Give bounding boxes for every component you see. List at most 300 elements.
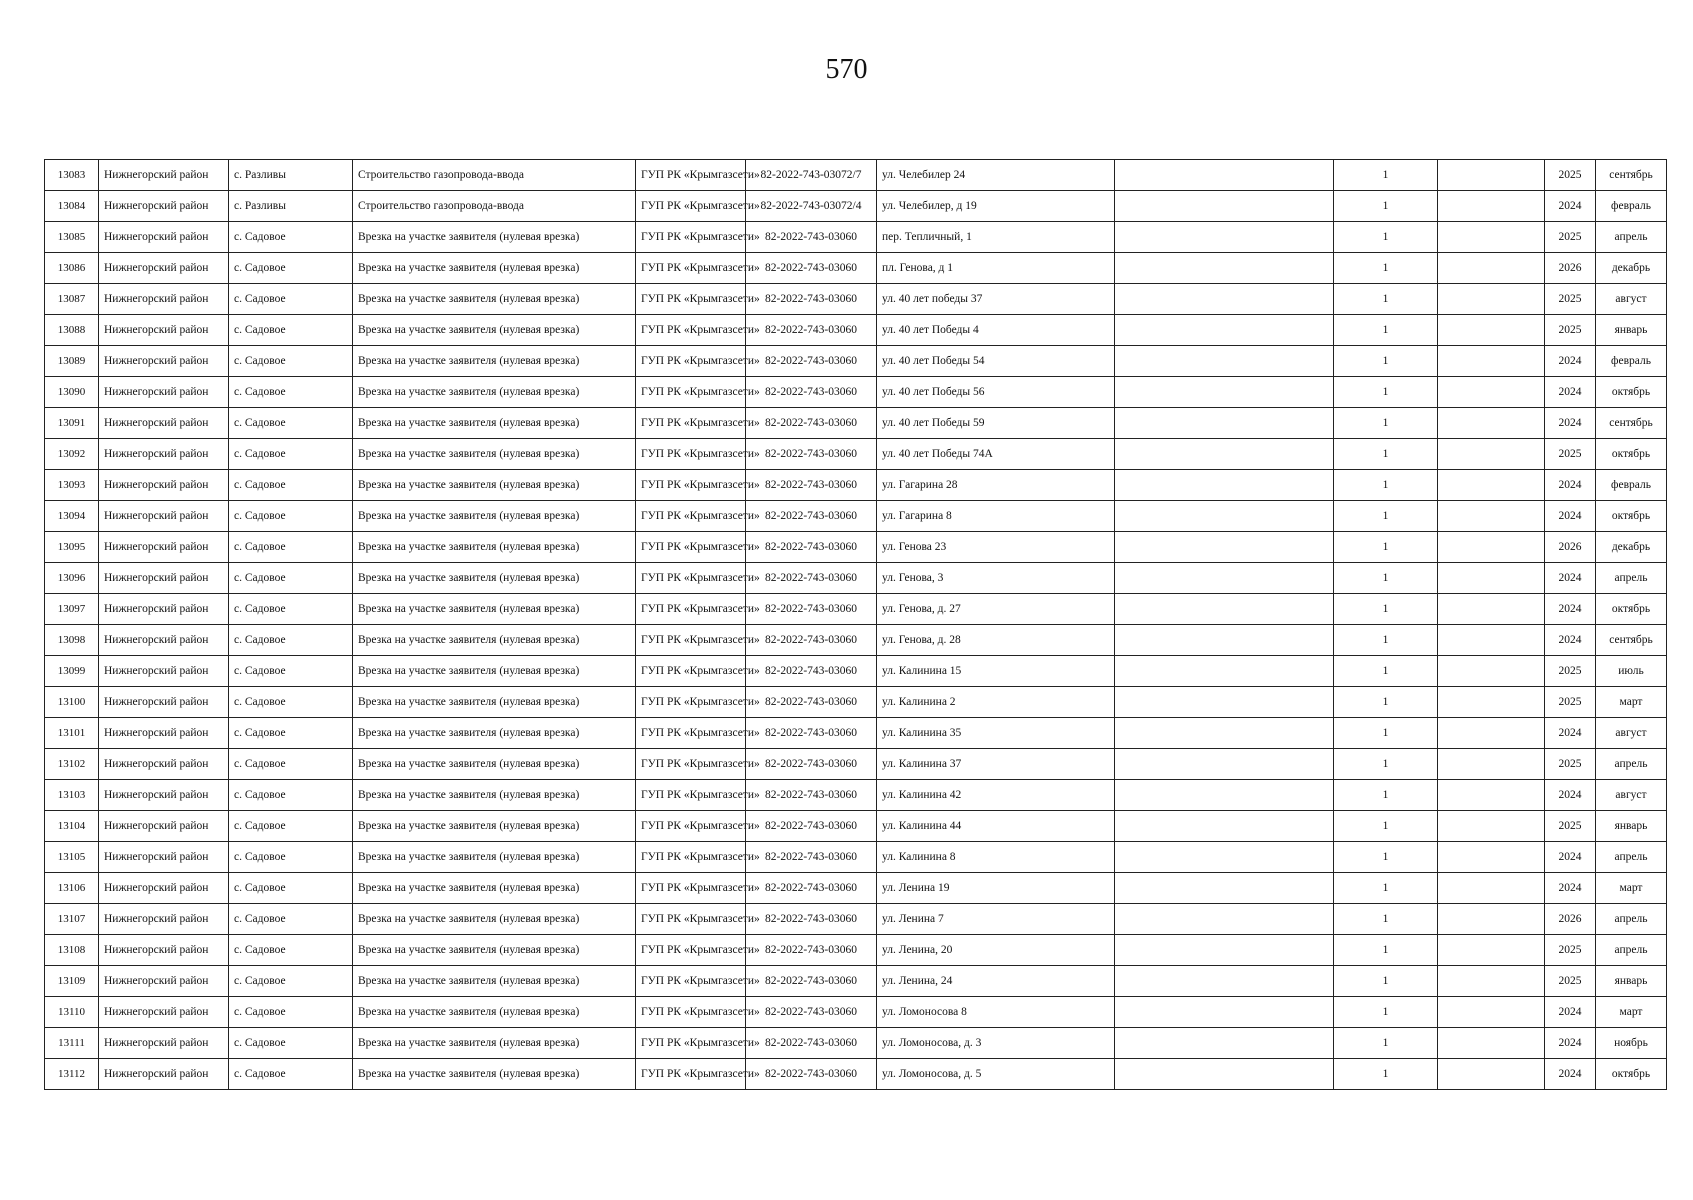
quantity-cell: 1 — [1334, 284, 1438, 315]
table-row — [45, 160, 1667, 191]
program-code-cell: 82-2022-743-03060 — [746, 594, 877, 625]
empty-cell — [1438, 656, 1545, 687]
address-cell: ул. 40 лет победы 37 — [877, 284, 1115, 315]
settlement-cell: с. Садовое — [229, 253, 353, 284]
month-cell: август — [1596, 718, 1667, 749]
empty-cell — [1115, 222, 1334, 253]
empty-cell — [1438, 501, 1545, 532]
year-cell: 2024 — [1545, 377, 1596, 408]
row-number-cell: 13083 — [45, 160, 99, 191]
empty-cell — [1438, 346, 1545, 377]
empty-cell — [1438, 718, 1545, 749]
row-number-cell: 13093 — [45, 470, 99, 501]
organization-cell: ГУП РК «Крымгазсети» — [636, 253, 746, 284]
month-cell: август — [1596, 780, 1667, 811]
settlement-cell: с. Садовое — [229, 284, 353, 315]
month-cell: февраль — [1596, 346, 1667, 377]
district-cell: Нижнегорский район — [99, 625, 229, 656]
work-type-cell: Строительство газопровода-ввода — [353, 160, 636, 191]
empty-cell — [1438, 563, 1545, 594]
table-row — [45, 718, 1667, 749]
work-type-cell: Строительство газопровода-ввода — [353, 191, 636, 222]
row-number-cell: 13102 — [45, 749, 99, 780]
settlement-cell: с. Садовое — [229, 749, 353, 780]
address-cell: ул. 40 лет Победы 74А — [877, 439, 1115, 470]
empty-cell — [1438, 470, 1545, 501]
table-row — [45, 191, 1667, 222]
empty-cell — [1438, 873, 1545, 904]
quantity-cell: 1 — [1334, 222, 1438, 253]
program-code-cell: 82-2022-743-03060 — [746, 501, 877, 532]
address-cell: пер. Тепличный, 1 — [877, 222, 1115, 253]
address-cell: ул. Генова, д. 27 — [877, 594, 1115, 625]
district-cell: Нижнегорский район — [99, 315, 229, 346]
row-number-cell: 13090 — [45, 377, 99, 408]
row-number-cell: 13110 — [45, 997, 99, 1028]
settlement-cell: с. Садовое — [229, 1028, 353, 1059]
empty-cell — [1115, 842, 1334, 873]
quantity-cell: 1 — [1334, 780, 1438, 811]
empty-cell — [1438, 439, 1545, 470]
program-code-cell: 82-2022-743-03060 — [746, 780, 877, 811]
settlement-cell: с. Садовое — [229, 1059, 353, 1090]
year-cell: 2024 — [1545, 470, 1596, 501]
month-cell: апрель — [1596, 904, 1667, 935]
work-type-cell: Врезка на участке заявителя (нулевая врезка) — [353, 811, 636, 842]
work-type-cell: Врезка на участке заявителя (нулевая врезка) — [353, 501, 636, 532]
empty-cell — [1115, 594, 1334, 625]
work-type-cell: Врезка на участке заявителя (нулевая врезка) — [353, 904, 636, 935]
organization-cell: ГУП РК «Крымгазсети» — [636, 501, 746, 532]
district-cell: Нижнегорский район — [99, 966, 229, 997]
quantity-cell: 1 — [1334, 470, 1438, 501]
settlement-cell: с. Садовое — [229, 470, 353, 501]
organization-cell: ГУП РК «Крымгазсети» — [636, 284, 746, 315]
year-cell: 2024 — [1545, 718, 1596, 749]
empty-cell — [1115, 718, 1334, 749]
quantity-cell: 1 — [1334, 997, 1438, 1028]
month-cell: март — [1596, 687, 1667, 718]
address-cell: ул. Ленина, 20 — [877, 935, 1115, 966]
empty-cell — [1115, 873, 1334, 904]
quantity-cell: 1 — [1334, 625, 1438, 656]
quantity-cell: 1 — [1334, 377, 1438, 408]
month-cell: апрель — [1596, 842, 1667, 873]
district-cell: Нижнегорский район — [99, 687, 229, 718]
row-number-cell: 13104 — [45, 811, 99, 842]
row-number-cell: 13103 — [45, 780, 99, 811]
empty-cell — [1438, 1028, 1545, 1059]
program-code-cell: 82-2022-743-03072/4 — [746, 191, 877, 222]
empty-cell — [1115, 439, 1334, 470]
table-row — [45, 1059, 1667, 1090]
year-cell: 2024 — [1545, 1059, 1596, 1090]
empty-cell — [1115, 997, 1334, 1028]
month-cell: сентябрь — [1596, 625, 1667, 656]
table-row — [45, 470, 1667, 501]
year-cell: 2025 — [1545, 749, 1596, 780]
organization-cell: ГУП РК «Крымгазсети» — [636, 532, 746, 563]
empty-cell — [1115, 656, 1334, 687]
row-number-cell: 13084 — [45, 191, 99, 222]
page-number: 570 — [825, 54, 868, 85]
work-type-cell: Врезка на участке заявителя (нулевая врезка) — [353, 563, 636, 594]
table-row — [45, 842, 1667, 873]
row-number-cell: 13109 — [45, 966, 99, 997]
empty-cell — [1115, 532, 1334, 563]
district-cell: Нижнегорский район — [99, 1059, 229, 1090]
empty-cell — [1115, 1028, 1334, 1059]
quantity-cell: 1 — [1334, 501, 1438, 532]
table-row — [45, 811, 1667, 842]
work-type-cell: Врезка на участке заявителя (нулевая врезка) — [353, 253, 636, 284]
empty-cell — [1438, 780, 1545, 811]
table-row — [45, 780, 1667, 811]
program-code-cell: 82-2022-743-03060 — [746, 222, 877, 253]
district-cell: Нижнегорский район — [99, 935, 229, 966]
address-cell: ул. Генова, 3 — [877, 563, 1115, 594]
quantity-cell: 1 — [1334, 594, 1438, 625]
settlement-cell: с. Садовое — [229, 625, 353, 656]
address-cell: ул. Калинина 42 — [877, 780, 1115, 811]
work-type-cell: Врезка на участке заявителя (нулевая врезка) — [353, 718, 636, 749]
quantity-cell: 1 — [1334, 253, 1438, 284]
empty-cell — [1438, 904, 1545, 935]
program-code-cell: 82-2022-743-03060 — [746, 377, 877, 408]
year-cell: 2026 — [1545, 904, 1596, 935]
settlement-cell: с. Садовое — [229, 811, 353, 842]
work-type-cell: Врезка на участке заявителя (нулевая врезка) — [353, 377, 636, 408]
address-cell: ул. Калинина 37 — [877, 749, 1115, 780]
quantity-cell: 1 — [1334, 160, 1438, 191]
work-type-cell: Врезка на участке заявителя (нулевая врезка) — [353, 222, 636, 253]
empty-cell — [1438, 997, 1545, 1028]
work-type-cell: Врезка на участке заявителя (нулевая врезка) — [353, 625, 636, 656]
organization-cell: ГУП РК «Крымгазсети» — [636, 966, 746, 997]
settlement-cell: с. Садовое — [229, 935, 353, 966]
table-row — [45, 594, 1667, 625]
settlement-cell: с. Садовое — [229, 532, 353, 563]
empty-cell — [1115, 687, 1334, 718]
empty-cell — [1115, 191, 1334, 222]
address-cell: ул. 40 лет Победы 59 — [877, 408, 1115, 439]
settlement-cell: с. Садовое — [229, 873, 353, 904]
month-cell: октябрь — [1596, 1059, 1667, 1090]
program-code-cell: 82-2022-743-03060 — [746, 811, 877, 842]
table-row — [45, 904, 1667, 935]
year-cell: 2024 — [1545, 842, 1596, 873]
table-row — [45, 222, 1667, 253]
organization-cell: ГУП РК «Крымгазсети» — [636, 1028, 746, 1059]
year-cell: 2024 — [1545, 563, 1596, 594]
program-code-cell: 82-2022-743-03060 — [746, 315, 877, 346]
month-cell: апрель — [1596, 749, 1667, 780]
row-number-cell: 13089 — [45, 346, 99, 377]
quantity-cell: 1 — [1334, 811, 1438, 842]
program-code-cell: 82-2022-743-03060 — [746, 687, 877, 718]
organization-cell: ГУП РК «Крымгазсети» — [636, 439, 746, 470]
row-number-cell: 13088 — [45, 315, 99, 346]
program-code-cell: 82-2022-743-03060 — [746, 935, 877, 966]
district-cell: Нижнегорский район — [99, 284, 229, 315]
program-code-cell: 82-2022-743-03060 — [746, 718, 877, 749]
settlement-cell: с. Садовое — [229, 718, 353, 749]
table-row — [45, 935, 1667, 966]
work-type-cell: Врезка на участке заявителя (нулевая врезка) — [353, 687, 636, 718]
month-cell: сентябрь — [1596, 160, 1667, 191]
address-cell: ул. Ломоносова 8 — [877, 997, 1115, 1028]
settlement-cell: с. Разливы — [229, 160, 353, 191]
work-type-cell: Врезка на участке заявителя (нулевая врезка) — [353, 749, 636, 780]
empty-cell — [1438, 625, 1545, 656]
address-cell: ул. Гагарина 8 — [877, 501, 1115, 532]
year-cell: 2024 — [1545, 191, 1596, 222]
table-row — [45, 1028, 1667, 1059]
empty-cell — [1115, 749, 1334, 780]
organization-cell: ГУП РК «Крымгазсети» — [636, 780, 746, 811]
district-cell: Нижнегорский район — [99, 408, 229, 439]
empty-cell — [1115, 470, 1334, 501]
empty-cell — [1438, 408, 1545, 439]
settlement-cell: с. Садовое — [229, 594, 353, 625]
program-code-cell: 82-2022-743-03060 — [746, 749, 877, 780]
empty-cell — [1115, 780, 1334, 811]
month-cell: январь — [1596, 966, 1667, 997]
address-cell: ул. Калинина 44 — [877, 811, 1115, 842]
empty-cell — [1438, 191, 1545, 222]
address-cell: ул. Калинина 35 — [877, 718, 1115, 749]
empty-cell — [1438, 1059, 1545, 1090]
year-cell: 2025 — [1545, 160, 1596, 191]
quantity-cell: 1 — [1334, 408, 1438, 439]
quantity-cell: 1 — [1334, 532, 1438, 563]
quantity-cell: 1 — [1334, 346, 1438, 377]
year-cell: 2024 — [1545, 408, 1596, 439]
address-cell: ул. Ломоносова, д. 5 — [877, 1059, 1115, 1090]
row-number-cell: 13098 — [45, 625, 99, 656]
month-cell: январь — [1596, 811, 1667, 842]
quantity-cell: 1 — [1334, 904, 1438, 935]
program-code-cell: 82-2022-743-03072/7 — [746, 160, 877, 191]
month-cell: октябрь — [1596, 594, 1667, 625]
work-type-cell: Врезка на участке заявителя (нулевая врезка) — [353, 594, 636, 625]
month-cell: июль — [1596, 656, 1667, 687]
settlement-cell: с. Садовое — [229, 501, 353, 532]
district-cell: Нижнегорский район — [99, 718, 229, 749]
empty-cell — [1438, 315, 1545, 346]
row-number-cell: 13107 — [45, 904, 99, 935]
organization-cell: ГУП РК «Крымгазсети» — [636, 873, 746, 904]
row-number-cell: 13105 — [45, 842, 99, 873]
organization-cell: ГУП РК «Крымгазсети» — [636, 594, 746, 625]
empty-cell — [1438, 842, 1545, 873]
settlement-cell: с. Садовое — [229, 966, 353, 997]
year-cell: 2024 — [1545, 501, 1596, 532]
address-cell: ул. Ленина, 24 — [877, 966, 1115, 997]
district-cell: Нижнегорский район — [99, 377, 229, 408]
row-number-cell: 13085 — [45, 222, 99, 253]
district-cell: Нижнегорский район — [99, 780, 229, 811]
empty-cell — [1438, 687, 1545, 718]
quantity-cell: 1 — [1334, 563, 1438, 594]
district-cell: Нижнегорский район — [99, 842, 229, 873]
district-cell: Нижнегорский район — [99, 997, 229, 1028]
work-type-cell: Врезка на участке заявителя (нулевая врезка) — [353, 284, 636, 315]
registry-rows — [45, 160, 1667, 1090]
empty-cell — [1438, 222, 1545, 253]
district-cell: Нижнегорский район — [99, 346, 229, 377]
address-cell: ул. Ломоносова, д. 3 — [877, 1028, 1115, 1059]
empty-cell — [1115, 935, 1334, 966]
year-cell: 2024 — [1545, 873, 1596, 904]
quantity-cell: 1 — [1334, 935, 1438, 966]
year-cell: 2024 — [1545, 997, 1596, 1028]
row-number-cell: 13097 — [45, 594, 99, 625]
table-row — [45, 966, 1667, 997]
settlement-cell: с. Садовое — [229, 315, 353, 346]
district-cell: Нижнегорский район — [99, 594, 229, 625]
district-cell: Нижнегорский район — [99, 222, 229, 253]
district-cell: Нижнегорский район — [99, 470, 229, 501]
empty-cell — [1438, 749, 1545, 780]
settlement-cell: с. Садовое — [229, 563, 353, 594]
program-code-cell: 82-2022-743-03060 — [746, 997, 877, 1028]
year-cell: 2025 — [1545, 222, 1596, 253]
organization-cell: ГУП РК «Крымгазсети» — [636, 1059, 746, 1090]
row-number-cell: 13101 — [45, 718, 99, 749]
district-cell: Нижнегорский район — [99, 904, 229, 935]
empty-cell — [1438, 253, 1545, 284]
row-number-cell: 13112 — [45, 1059, 99, 1090]
month-cell: август — [1596, 284, 1667, 315]
year-cell: 2024 — [1545, 1028, 1596, 1059]
empty-cell — [1115, 160, 1334, 191]
year-cell: 2026 — [1545, 532, 1596, 563]
settlement-cell: с. Садовое — [229, 408, 353, 439]
quantity-cell: 1 — [1334, 1028, 1438, 1059]
district-cell: Нижнегорский район — [99, 563, 229, 594]
table-row — [45, 408, 1667, 439]
organization-cell: ГУП РК «Крымгазсети» — [636, 222, 746, 253]
table-row — [45, 501, 1667, 532]
month-cell: апрель — [1596, 563, 1667, 594]
program-code-cell: 82-2022-743-03060 — [746, 842, 877, 873]
table-row — [45, 749, 1667, 780]
month-cell: март — [1596, 873, 1667, 904]
empty-cell — [1115, 346, 1334, 377]
empty-cell — [1115, 563, 1334, 594]
registry-table — [44, 159, 1667, 1090]
work-type-cell: Врезка на участке заявителя (нулевая врезка) — [353, 966, 636, 997]
table-row — [45, 532, 1667, 563]
empty-cell — [1438, 532, 1545, 563]
work-type-cell: Врезка на участке заявителя (нулевая врезка) — [353, 780, 636, 811]
address-cell: ул. Ленина 7 — [877, 904, 1115, 935]
year-cell: 2025 — [1545, 966, 1596, 997]
quantity-cell: 1 — [1334, 687, 1438, 718]
table-row — [45, 873, 1667, 904]
month-cell: сентябрь — [1596, 408, 1667, 439]
organization-cell: ГУП РК «Крымгазсети» — [636, 563, 746, 594]
district-cell: Нижнегорский район — [99, 811, 229, 842]
settlement-cell: с. Садовое — [229, 780, 353, 811]
program-code-cell: 82-2022-743-03060 — [746, 873, 877, 904]
row-number-cell: 13094 — [45, 501, 99, 532]
work-type-cell: Врезка на участке заявителя (нулевая врезка) — [353, 408, 636, 439]
district-cell: Нижнегорский район — [99, 656, 229, 687]
work-type-cell: Врезка на участке заявителя (нулевая врезка) — [353, 997, 636, 1028]
quantity-cell: 1 — [1334, 315, 1438, 346]
month-cell: ноябрь — [1596, 1028, 1667, 1059]
month-cell: октябрь — [1596, 501, 1667, 532]
empty-cell — [1438, 594, 1545, 625]
quantity-cell: 1 — [1334, 439, 1438, 470]
month-cell: март — [1596, 997, 1667, 1028]
district-cell: Нижнегорский район — [99, 253, 229, 284]
year-cell: 2025 — [1545, 315, 1596, 346]
program-code-cell: 82-2022-743-03060 — [746, 408, 877, 439]
organization-cell: ГУП РК «Крымгазсети» — [636, 749, 746, 780]
address-cell: ул. Калинина 2 — [877, 687, 1115, 718]
year-cell: 2025 — [1545, 656, 1596, 687]
program-code-cell: 82-2022-743-03060 — [746, 346, 877, 377]
settlement-cell: с. Садовое — [229, 842, 353, 873]
empty-cell — [1115, 966, 1334, 997]
row-number-cell: 13091 — [45, 408, 99, 439]
year-cell: 2025 — [1545, 811, 1596, 842]
organization-cell: ГУП РК «Крымгазсети» — [636, 656, 746, 687]
organization-cell: ГУП РК «Крымгазсети» — [636, 470, 746, 501]
work-type-cell: Врезка на участке заявителя (нулевая врезка) — [353, 935, 636, 966]
district-cell: Нижнегорский район — [99, 873, 229, 904]
settlement-cell: с. Садовое — [229, 439, 353, 470]
organization-cell: ГУП РК «Крымгазсети» — [636, 718, 746, 749]
row-number-cell: 13086 — [45, 253, 99, 284]
row-number-cell: 13096 — [45, 563, 99, 594]
settlement-cell: с. Садовое — [229, 904, 353, 935]
empty-cell — [1115, 284, 1334, 315]
month-cell: октябрь — [1596, 377, 1667, 408]
address-cell: ул. Генова 23 — [877, 532, 1115, 563]
district-cell: Нижнегорский район — [99, 1028, 229, 1059]
quantity-cell: 1 — [1334, 656, 1438, 687]
organization-cell: ГУП РК «Крымгазсети» — [636, 377, 746, 408]
work-type-cell: Врезка на участке заявителя (нулевая врезка) — [353, 873, 636, 904]
table-row — [45, 315, 1667, 346]
program-code-cell: 82-2022-743-03060 — [746, 966, 877, 997]
organization-cell: ГУП РК «Крымгазсети» — [636, 315, 746, 346]
table-row — [45, 346, 1667, 377]
month-cell: февраль — [1596, 191, 1667, 222]
program-code-cell: 82-2022-743-03060 — [746, 532, 877, 563]
program-code-cell: 82-2022-743-03060 — [746, 284, 877, 315]
address-cell: ул. Ленина 19 — [877, 873, 1115, 904]
row-number-cell: 13100 — [45, 687, 99, 718]
organization-cell: ГУП РК «Крымгазсети» — [636, 935, 746, 966]
row-number-cell: 13099 — [45, 656, 99, 687]
month-cell: декабрь — [1596, 532, 1667, 563]
quantity-cell: 1 — [1334, 1059, 1438, 1090]
program-code-cell: 82-2022-743-03060 — [746, 904, 877, 935]
month-cell: январь — [1596, 315, 1667, 346]
settlement-cell: с. Садовое — [229, 346, 353, 377]
address-cell: ул. Гагарина 28 — [877, 470, 1115, 501]
organization-cell: ГУП РК «Крымгазсети» — [636, 842, 746, 873]
row-number-cell: 13087 — [45, 284, 99, 315]
empty-cell — [1115, 811, 1334, 842]
settlement-cell: с. Садовое — [229, 997, 353, 1028]
table-row — [45, 439, 1667, 470]
